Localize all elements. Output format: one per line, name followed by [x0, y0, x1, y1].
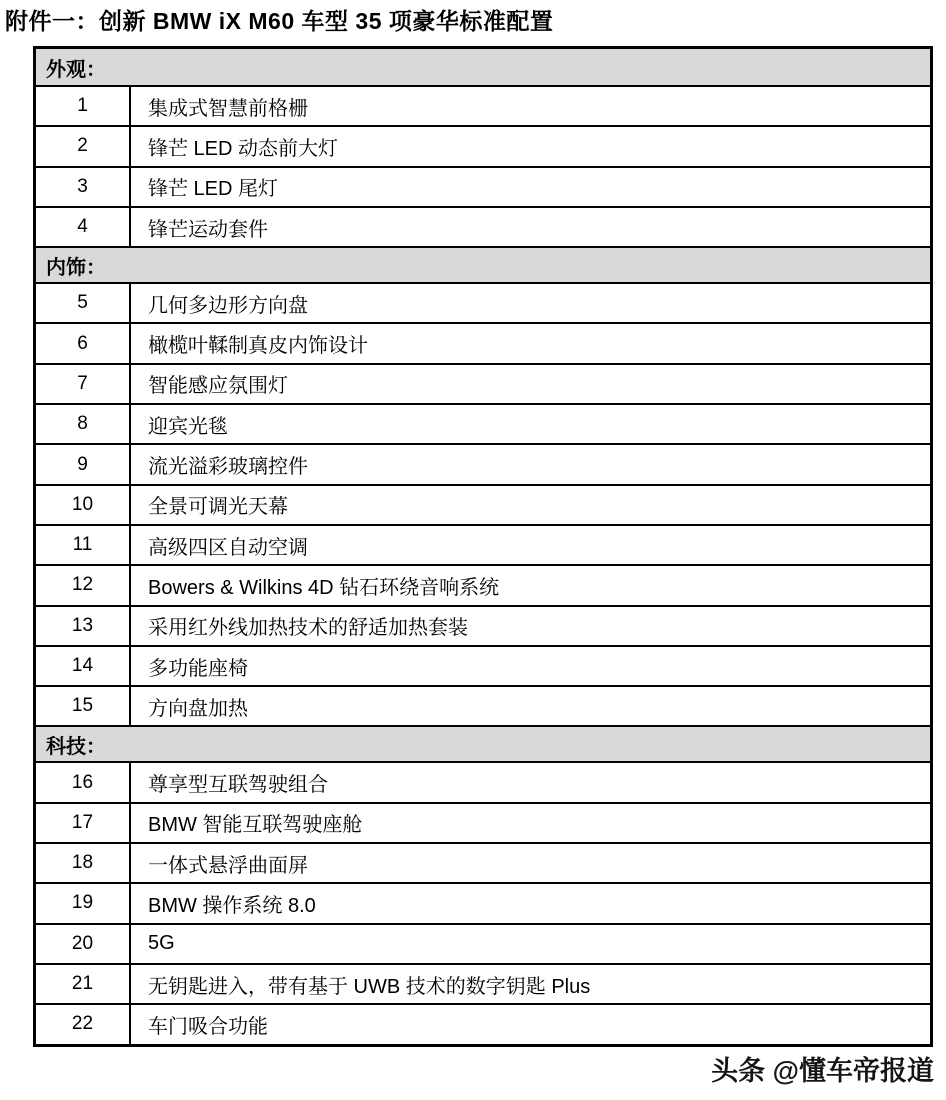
row-feature-cell: 集成式智慧前格栅: [148, 97, 308, 120]
table-row: [36, 761, 930, 801]
table-row: [36, 524, 930, 564]
table-row: [36, 1003, 930, 1043]
page-title: 附件一：创新 BMW iX M60 车型 35 项豪华标准配置: [5, 8, 554, 34]
row-number-cell: 21: [36, 965, 131, 1003]
table-row: [36, 363, 930, 403]
table-row: [36, 443, 930, 483]
table-row: [36, 322, 930, 362]
row-number-cell: 5: [36, 284, 131, 322]
row-feature-cell: 智能感应氛围灯: [148, 375, 288, 398]
row-number-cell: 16: [36, 763, 131, 801]
row-feature-cell: 一体式悬浮曲面屏: [148, 854, 308, 877]
section-header-label: 内饰：: [46, 256, 106, 279]
row-number-cell: 7: [36, 365, 131, 403]
row-feature-cell: 全景可调光天幕: [148, 496, 288, 519]
row-number-cell: 2: [36, 127, 131, 165]
row-feature-cell: 采用红外线加热技术的舒适加热套装: [148, 617, 468, 640]
row-feature-cell: 橄榄叶鞣制真皮内饰设计: [148, 335, 368, 358]
row-number-cell: 1: [36, 87, 131, 125]
row-feature-cell: 流光溢彩玻璃控件: [148, 456, 308, 479]
row-number-cell: 3: [36, 168, 131, 206]
row-number-cell: 22: [36, 1005, 131, 1043]
row-number-cell: 17: [36, 804, 131, 842]
row-number-cell: 12: [36, 566, 131, 604]
table-row: [36, 685, 930, 725]
watermark: 头条 @懂车帝报道: [711, 1056, 934, 1086]
table-row: [36, 923, 930, 963]
table-row: [36, 125, 930, 165]
table-row: [36, 166, 930, 206]
row-number-cell: 8: [36, 405, 131, 443]
row-number-cell: 18: [36, 844, 131, 882]
row-number-cell: 15: [36, 687, 131, 725]
row-feature-cell: 锋芒 LED 尾灯: [148, 178, 279, 201]
feature-table: [33, 46, 933, 1047]
row-number-cell: 13: [36, 607, 131, 645]
row-number-cell: 19: [36, 884, 131, 922]
section-header-label: 科技：: [46, 735, 106, 758]
row-number-cell: 20: [36, 925, 131, 963]
row-feature-cell: 锋芒 LED 动态前大灯: [148, 137, 339, 160]
row-feature-cell: 锋芒运动套件: [148, 218, 268, 241]
row-feature-cell: 车门吸合功能: [148, 1015, 268, 1038]
table-row: [36, 206, 930, 246]
table-row: [36, 963, 930, 1003]
row-number-cell: 9: [36, 445, 131, 483]
table-row: [36, 282, 930, 322]
row-feature-cell: BMW 操作系统 8.0: [148, 894, 316, 917]
section-header-row: [36, 725, 930, 761]
table-row: [36, 484, 930, 524]
row-feature-cell: 方向盘加热: [148, 697, 248, 720]
section-header-label: 外观：: [46, 58, 106, 81]
section-header-row: [36, 49, 930, 85]
row-feature-cell: 尊享型互联驾驶组合: [148, 774, 328, 797]
row-feature-cell: 多功能座椅: [148, 657, 248, 680]
table-row: [36, 802, 930, 842]
row-number-cell: 6: [36, 324, 131, 362]
table-row: [36, 403, 930, 443]
table-row: [36, 564, 930, 604]
row-number-cell: 10: [36, 486, 131, 524]
row-feature-cell: 迎宾光毯: [148, 415, 228, 438]
row-feature-cell: 无钥匙进入，带有基于 UWB 技术的数字钥匙 Plus: [148, 975, 591, 998]
table-row: [36, 882, 930, 922]
table-row: [36, 842, 930, 882]
table-row: [36, 645, 930, 685]
row-number-cell: 14: [36, 647, 131, 685]
row-feature-cell: 几何多边形方向盘: [148, 294, 308, 317]
row-feature-cell: Bowers & Wilkins 4D 钻石环绕音响系统: [148, 576, 500, 599]
row-number-cell: 4: [36, 208, 131, 246]
row-number-cell: 11: [36, 526, 131, 564]
row-feature-cell: 高级四区自动空调: [148, 536, 308, 559]
row-feature-cell: 5G: [148, 932, 175, 955]
section-header-row: [36, 246, 930, 282]
table-row: [36, 85, 930, 125]
row-feature-cell: BMW 智能互联驾驶座舱: [148, 814, 363, 837]
table-row: [36, 605, 930, 645]
